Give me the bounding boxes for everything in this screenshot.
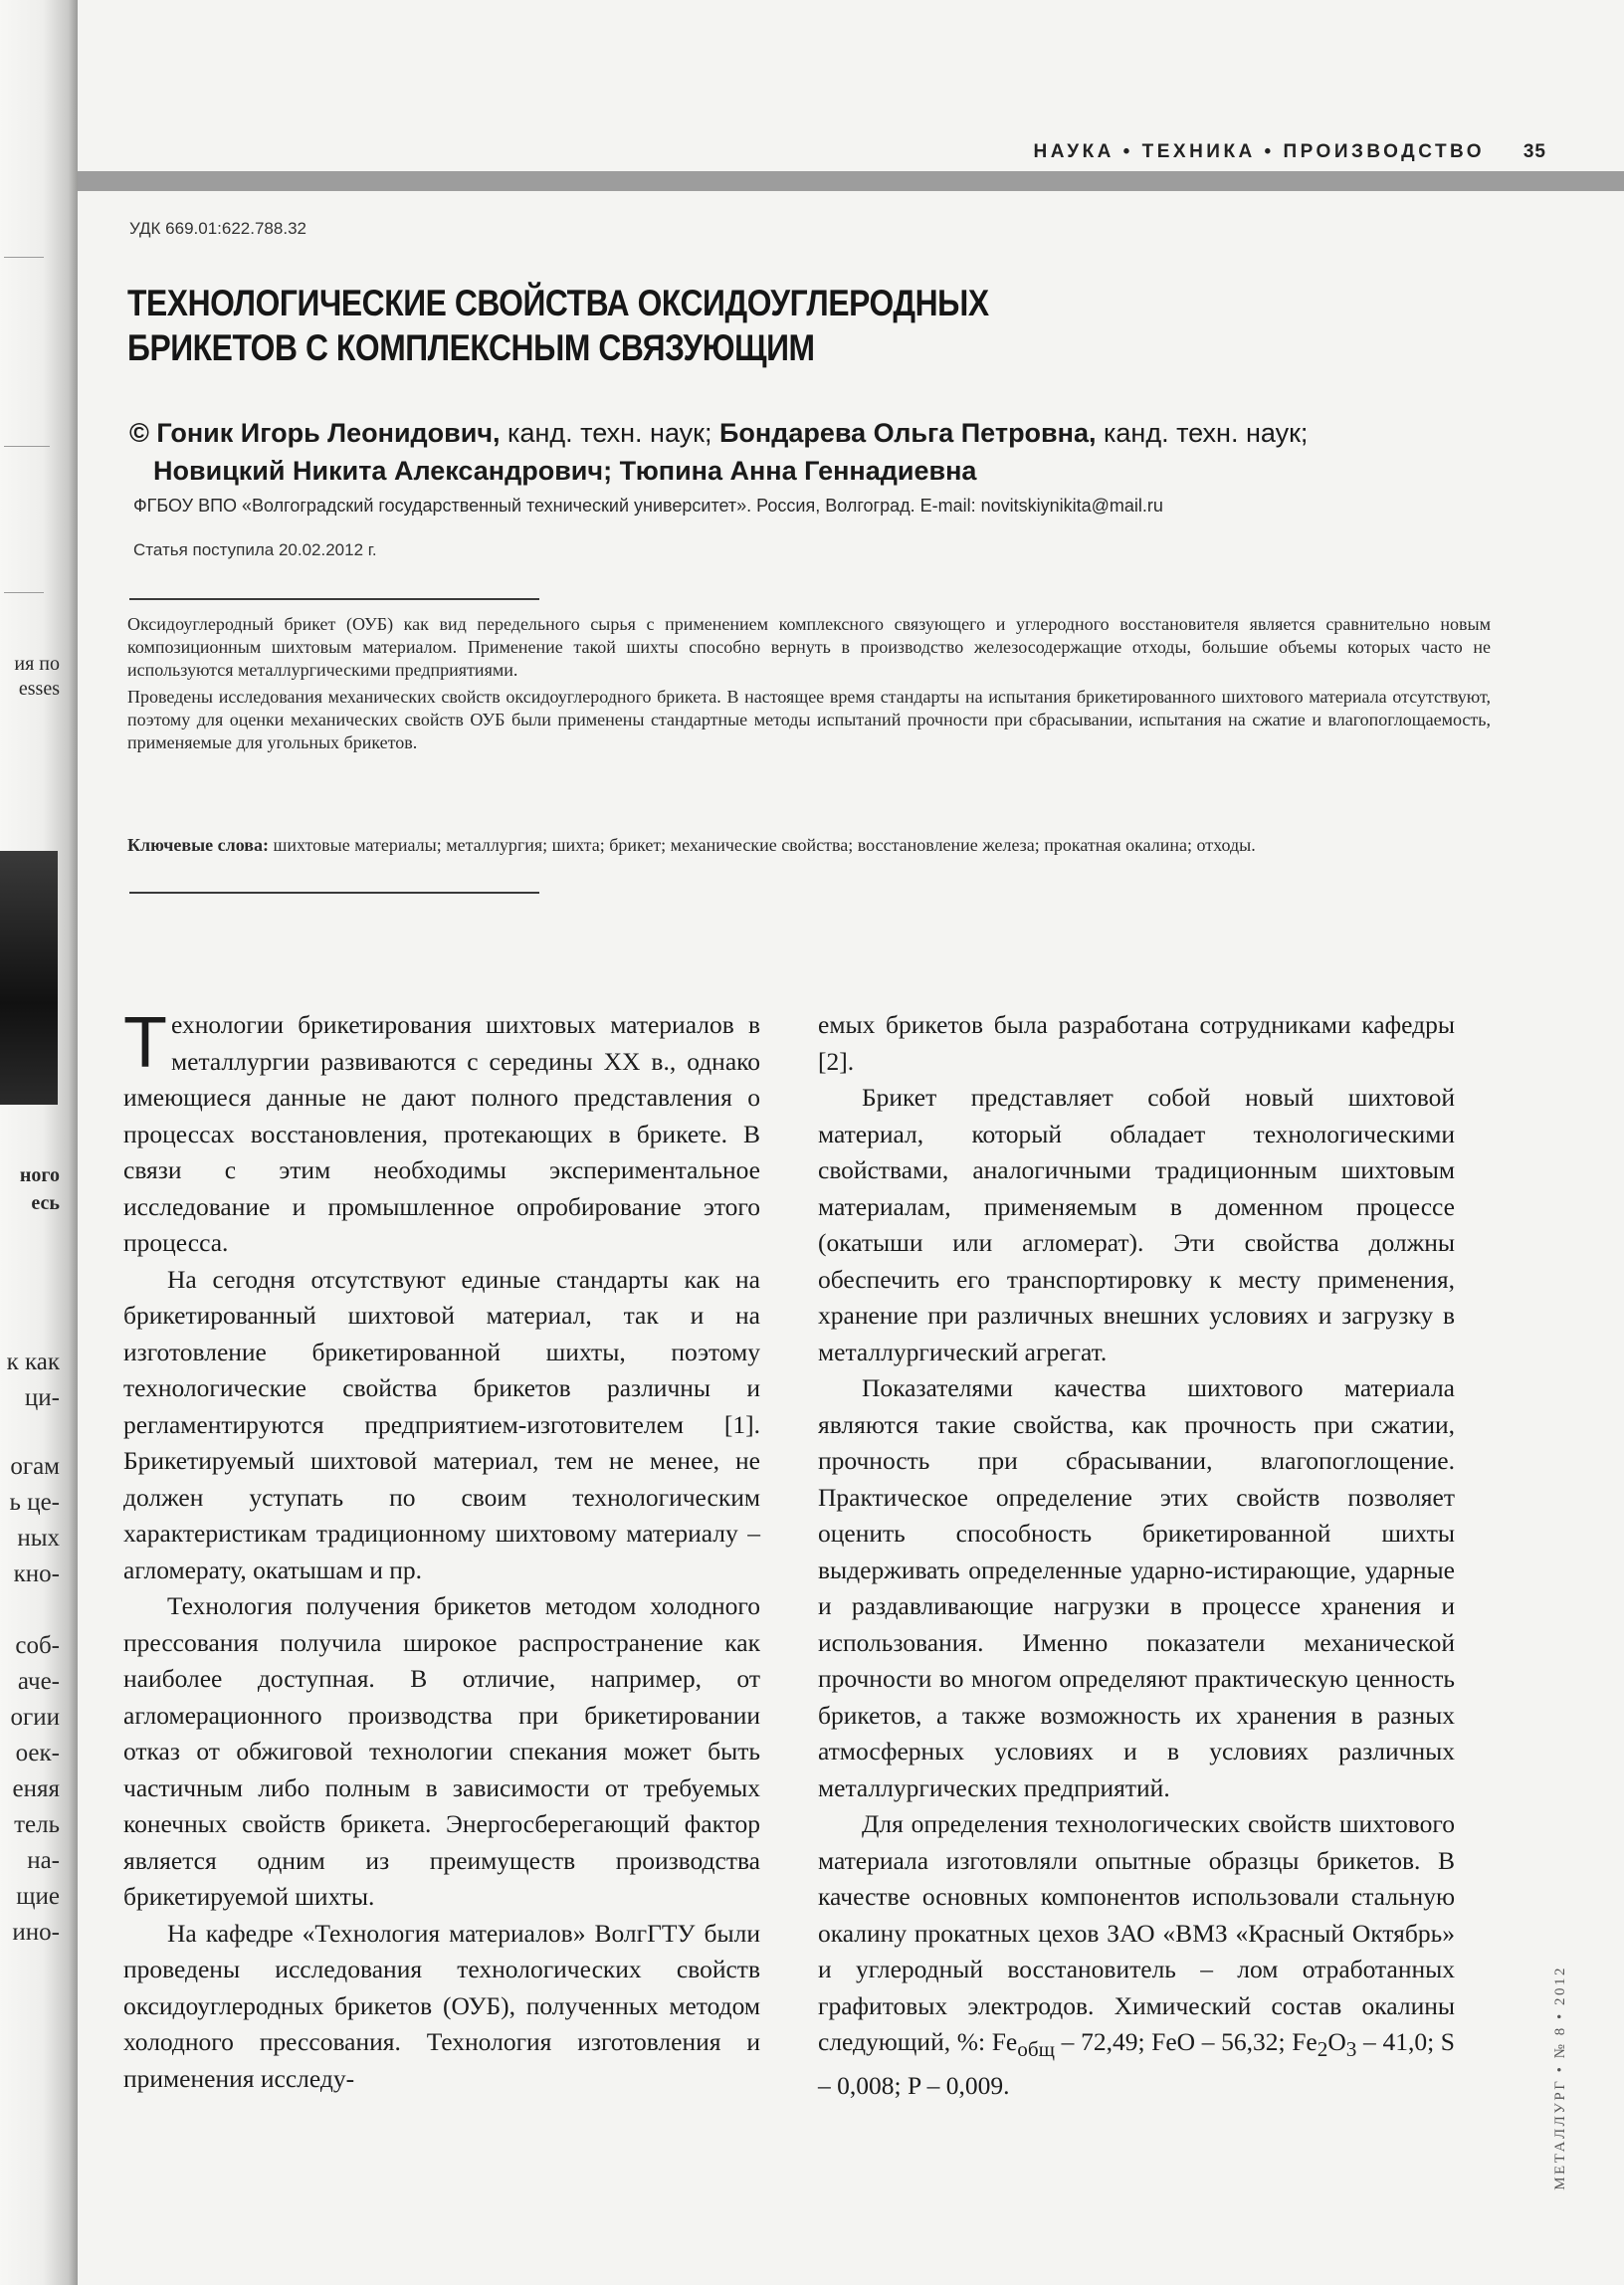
- previous-page-fragment: еняя: [12, 1775, 60, 1802]
- authors-line-2: Новицкий Никита Александрович; Тюпина Анна Геннадиевна: [153, 456, 977, 486]
- author-degree: канд. техн. наук;: [1096, 418, 1309, 448]
- previous-page-figure-line: [4, 592, 44, 593]
- copyright-sign: ©: [129, 418, 149, 448]
- journal-sidebar-label: МЕТАЛЛУРГ • № 8 • 2012: [1552, 1966, 1568, 2190]
- journal-page: [78, 0, 1624, 2285]
- body-paragraph: Показателями качества шихтового материала являются такие свойства, как прочность при сжатии, прочность при сбрасывании, влагопоглощение. Практическое определение этих свойств позволяет оценить способность брикетированной шихты выдерживать определенные ударно-истирающие, ударные и раздавливающие нагрузки в процессе хранения и использования. Именно показатели механической прочности во многом определяют практическую ценность брикетов, а также возможность их хранения в разных атмосферных условиях и в условиях различных металлургических предприятий.: [818, 1373, 1455, 1802]
- paragraph-text: O: [1327, 2027, 1346, 2056]
- udc-code: УДК 669.01:622.788.32: [129, 219, 306, 238]
- body-paragraph: Технология получения брикетов методом холодного прессования получила широкое распространение как наиболее доступная. В отличие, например, от агломерационного производства при брикетировании отказ от обжиговой технологии спекания может быть частичным либо полным в зависимости от требуемых конечных свойств брикета. Энергосберегающий фактор является одним из преимуществ производства брикетируемой шихты.: [123, 1591, 760, 1911]
- previous-page-fragment: ци-: [24, 1384, 60, 1411]
- previous-page-fragment: аче-: [17, 1668, 60, 1695]
- previous-page-fragment: ного: [19, 1164, 60, 1186]
- drop-cap: Т: [123, 1003, 167, 1083]
- previous-page-fragment: ь це-: [9, 1489, 60, 1516]
- previous-page-fragment: оек-: [15, 1740, 60, 1766]
- previous-page-fragment: на-: [27, 1847, 60, 1874]
- previous-page-fragment: ных: [17, 1525, 60, 1552]
- abstract-paragraph: Оксидоуглеродный брикет (ОУБ) как вид передельного сырья с применением комплексного связующего и углеродного восстановителя является сравнительно новым композиционным шихтовым материалом. Применение такой шихты способно вернуть в производство железосодержащие отходы, большие объемы которых часто не используются металлургическими предприятиями.: [127, 614, 1491, 680]
- paragraph-text: ехнологии брикетирования шихтовых материалов в металлургии развиваются с середины XX в., однако имеющиеся данные не дают полного представления о процессах восстановления, протекающих в брикете. В связи с этим необходимы экспериментальное исследование и промышленное опробирование этого процесса.: [123, 1010, 760, 1257]
- authors-line-1: [129, 414, 1522, 452]
- affiliation: ФГБОУ ВПО «Волгоградский государственный технический университет». Россия, Волгоград. E-mail: novitskiynikita@mail.ru: [133, 496, 1163, 516]
- previous-page-fragment: ия по: [14, 653, 60, 675]
- subscript: 3: [1345, 2037, 1357, 2062]
- keywords-label: Ключевые слова:: [127, 835, 269, 855]
- previous-page-fragment: к как: [6, 1349, 60, 1375]
- body-paragraph: [818, 1806, 1455, 2104]
- subscript: общ: [1017, 2037, 1056, 2062]
- page-number: 35: [1522, 141, 1546, 162]
- abstract: [127, 613, 1491, 758]
- abstract-bottom-rule: [129, 892, 539, 894]
- previous-page-fragment: есь: [31, 1192, 60, 1214]
- previous-page-figure-line: [4, 257, 44, 258]
- previous-page-image: [0, 851, 58, 1105]
- body-paragraph: Брикет представляет собой новый шихтовой материал, который обладает технологическими свойствами, аналогичными традиционным шихтовым материалам, применяемым в доменном процессе (окатыши или агломерат). Эти свойства должны обеспечить его транспортировку к месту применения, хранение при различных внешних условиях и загрузку в металлургический агрегат.: [818, 1083, 1455, 1366]
- previous-page-fragment: соб-: [15, 1632, 60, 1659]
- body-paragraph: На сегодня отсутствуют единые стандарты как на брикетированный шихтовой материал, так и на изготовление брикетированной шихты, поэтому технологические свойства брикетов различны и регламентируются предприятием-изготовителем [1]. Брикетируемый шихтовой материал, тем не менее, не должен уступать по своим технологическим характеристикам традиционному шихтовому материалу – агломерату, окатышам и пр.: [123, 1264, 760, 1584]
- running-header: [1034, 141, 1546, 163]
- paragraph-text: Для определения технологических свойств шихтового материала изготовляли опытные образцы брикетов. В качестве основных компонентов использовали стальную окалину прокатных цехов ЗАО «ВМЗ «Красный Октябрь» и углеродный восстановитель – лом отработанных графитовых электродов. Химический состав окалины следующий, %: Fe: [818, 1809, 1455, 2056]
- previous-page-edge: [0, 0, 78, 2285]
- body-column-right: [818, 1007, 1455, 2104]
- subscript: 2: [1317, 2037, 1328, 2062]
- previous-page-fragment: огии: [10, 1704, 60, 1731]
- previous-page-fragment: тель: [14, 1811, 60, 1838]
- body-paragraph: На кафедре «Технология материалов» ВолгГТУ были проведены исследования технологических свойств оксидоуглеродных брикетов (ОУБ), полученных методом холодного прессования. Технология изготовления и применения исследу-: [123, 1918, 760, 2093]
- previous-page-fragment: esses: [18, 678, 60, 700]
- paragraph-text: – 72,49; FeO – 56,32; Fe: [1055, 2027, 1318, 2056]
- abstract-paragraph: Проведены исследования механических свойств оксидоуглеродного брикета. В настоящее время стандарты на испытания брикетированного шихтового материала отсутствуют, поэтому для оценки механических свойств ОУБ были применены стандартные методы испытаний прочности при сбрасывании, испытания на сжатие и влагопоглощаемость, применяемые для угольных брикетов.: [127, 687, 1491, 752]
- section-title: НАУКА • ТЕХНИКА • ПРОИЗВОДСТВО: [1033, 141, 1486, 162]
- previous-page-fragment: огам: [10, 1453, 60, 1480]
- abstract-top-rule: [129, 598, 539, 600]
- body-paragraph: [123, 1003, 760, 1262]
- author-name: Бондарева Ольга Петровна,: [718, 418, 1097, 448]
- author-degree: канд. техн. наук;: [500, 418, 719, 448]
- body-column-left: [123, 1003, 760, 2097]
- paragraph-text: – 41,0; S – 0,008; P – 0,009.: [818, 2027, 1455, 2100]
- previous-page-fragment: ино-: [12, 1919, 60, 1946]
- header-rule: [78, 171, 1624, 191]
- article-title: ТЕХНОЛОГИЧЕСКИЕ СВОЙСТВА ОКСИДОУГЛЕРОДНЫХ БРИКЕТОВ С КОМПЛЕКСНЫМ СВЯЗУЮЩИМ: [127, 283, 989, 368]
- body-paragraph: емых брикетов была разработана сотрудниками кафедры [2].: [818, 1010, 1455, 1076]
- previous-page-figure-line: [4, 446, 50, 447]
- keywords: [127, 834, 1491, 857]
- previous-page-fragment: кно-: [13, 1560, 60, 1587]
- previous-page-fragment: щие: [16, 1883, 60, 1910]
- received-date: Статья поступила 20.02.2012 г.: [133, 540, 377, 559]
- keywords-text: шихтовые материалы; металлургия; шихта; брикет; механические свойства; восстановление железа; прокатная окалина; отходы.: [268, 835, 1256, 855]
- author-name: Гоник Игорь Леонидович,: [156, 418, 501, 448]
- authors-block: [129, 414, 1522, 490]
